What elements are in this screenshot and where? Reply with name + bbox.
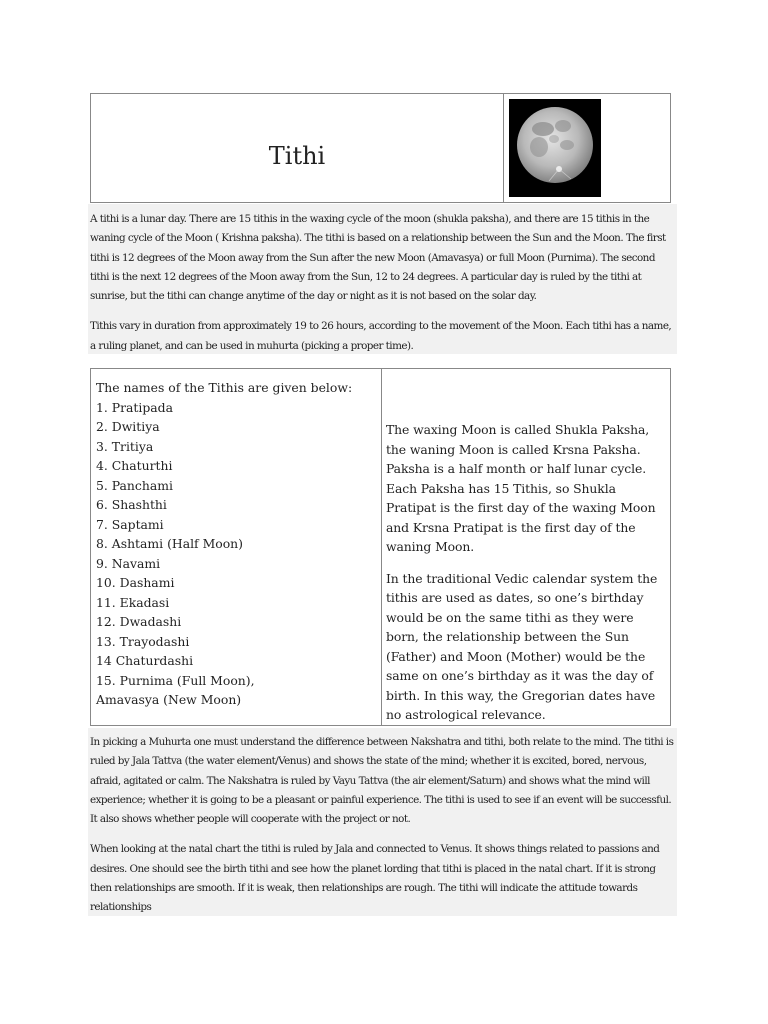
intro-section: [88, 204, 677, 354]
full-moon-icon: [509, 99, 601, 197]
list-item: 3. Tritiya: [96, 438, 154, 454]
tithi-names-heading: The names of the Tithis are given below:: [96, 380, 353, 395]
list-item: 13. Trayodashi: [96, 633, 190, 649]
tithi-names-list: [96, 398, 376, 710]
list-item: 5. Panchami: [96, 477, 173, 493]
table-divider: [381, 369, 382, 725]
list-item: 4. Chaturthi: [96, 458, 173, 473]
title-box: [90, 93, 671, 203]
moon-image: [509, 99, 601, 197]
muhurta-section: [88, 728, 677, 916]
muhurta-paragraph-2: When looking at the natal chart the tithi is ruled by Jala and connected to Venus. It shows things related to passions and desires. One should see the birth tithi and see how the planet lording that tithi is placed in the natal chart. If it is strong then relationships are smooth. If it is weak, then relationships are rough. The tithi will indicate the attitude towards relationships: [90, 843, 660, 914]
list-item: 14 Chaturdashi: [96, 653, 194, 668]
intro-paragraph-2: Tithis vary in duration from approximately 19 to 26 hours, according to the movement of the Moon. Each tithi has a name, a ruling planet, and can be used in muhurta (picking a proper time).: [90, 320, 672, 352]
list-item: 2. Dwitiya: [96, 419, 160, 434]
list-item: Amavasya (New Moon): [96, 692, 242, 707]
tithi-names-table: [90, 368, 671, 726]
paksha-paragraph-2: In the traditional Vedic calendar system the tithis are used as dates, so one’s birthday would be on the same tithi as they were born, the relationship between the Sun (Father) and Moon (Mother) would be the same on one’s birthday as it was the day of birth. In this way, the Gregorian dates have no astrological relevance.: [386, 570, 658, 722]
list-item: 8. Ashtami (Half Moon): [96, 536, 243, 551]
list-item: 15. Purnima (Full Moon),: [96, 672, 255, 688]
list-item: 1. Pratipada: [96, 399, 173, 415]
list-item: 9. Navami: [96, 555, 161, 571]
list-item: 12. Dwadashi: [96, 614, 182, 629]
paksha-column: [386, 420, 668, 737]
paksha-paragraph-1: The waxing Moon is called Shukla Paksha, the waning Moon is called Krsna Paksha. Paksha is a half month or half lunar cycle. Each Paksha has 15 Tithis, so Shukla Pratipat is the first day of the waxing Moon and Krsna Pratipat is the first day of the waning Moon.: [386, 422, 656, 554]
list-item: 10. Dashami: [96, 575, 175, 590]
title-divider: [503, 94, 504, 202]
page-title: Tithi: [268, 142, 326, 170]
list-item: 7. Saptami: [96, 516, 164, 532]
list-item: 11. Ekadasi: [96, 594, 170, 610]
tithi-names-column: [96, 378, 376, 710]
muhurta-paragraph-1: In picking a Muhurta one must understand the difference between Nakshatra and tithi, both relate to the mind. The tithi is ruled by Jala Tattva (the water element/Venus) and shows the state of the mind; whether it is excited, bored, nervous, afraid, agitated or calm. The Nakshatra is ruled by Vayu Tattva (the air element/Saturn) and shows what the mind will experience; whether it is going to be a pleasant or painful experience. The tithi is used to see if an event will be successful. It also shows whether people will cooperate with the project or not.: [90, 736, 674, 826]
list-item: 6. Shashthi: [96, 497, 167, 512]
intro-paragraph-1: A tithi is a lunar day. There are 15 tithis in the waxing cycle of the moon (shukla paksha), and there are 15 tithis in the waning cycle of the Moon ( Krishna paksha). The tithi is based on a relationship between the Sun and the Moon. The first tithi is 12 degrees of the Moon away from the Sun after the new Moon (Amavasya) or full Moon (Purnima). The second tithi is the next 12 degrees of the Moon away from the Sun, 12 to 24 degrees. A particular day is ruled by the tithi at sunrise, but the tithi can change anytime of the day or night as it is not based on the solar day.: [90, 213, 666, 303]
